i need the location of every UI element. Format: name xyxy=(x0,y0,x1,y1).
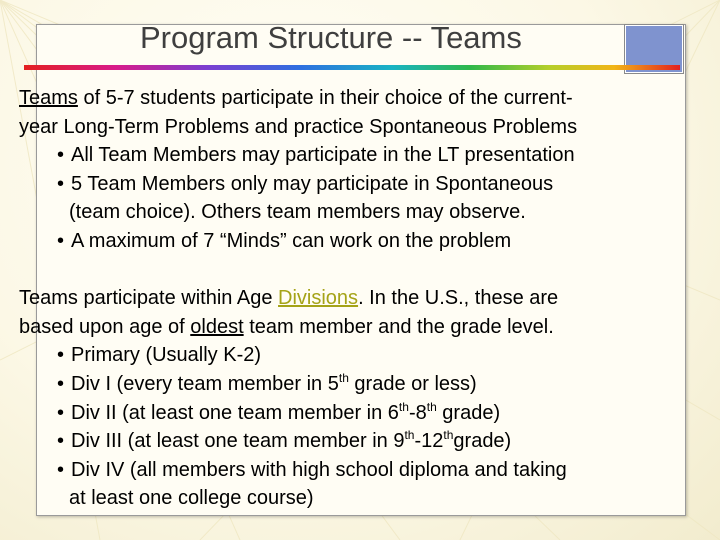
bullet-five-members: • 5 Team Members only may participate in Spontaneous xyxy=(19,170,709,199)
bullet-div-3: • Div III (at least one team member in 9th-12thgrade) xyxy=(19,427,709,456)
bullet-div-4-cont: at least one college course) xyxy=(69,487,314,510)
bullet-dot: • xyxy=(57,172,65,195)
bullet-five-members-cont: (team choice). Others team members may observe. xyxy=(69,201,526,224)
oldest-underlined: oldest xyxy=(190,315,244,338)
bullet-max-minds: • A maximum of 7 “Minds” can work on the problem xyxy=(19,227,709,256)
bullet-dot: • xyxy=(57,229,65,252)
rainbow-divider xyxy=(24,65,680,70)
bullet-dot: • xyxy=(57,144,65,167)
bullet-dot: • xyxy=(57,430,65,453)
para1-line2: year Long-Term Problems and practice Spontaneous Problems xyxy=(19,115,578,138)
bullet-dot: • xyxy=(57,372,65,395)
bullet-dot: • xyxy=(57,458,65,481)
paragraph-gap xyxy=(19,256,709,285)
para2-line1: Teams participate within Age Divisions. In the U.S., these are xyxy=(19,287,559,310)
divisions-link[interactable]: Divisions xyxy=(278,287,359,310)
bullet-div-4: • Div IV (all members with high school diploma and taking xyxy=(19,456,709,485)
para1-line1: Teams of 5-7 students participate in their choice of the current- xyxy=(19,87,573,109)
slide-title: Program Structure -- Teams xyxy=(140,20,522,55)
bullet-div-1: • Div I (every team member in 5th grade or less) xyxy=(19,370,709,399)
teams-underlined: Teams xyxy=(19,87,78,109)
bullet-all-members: • All Team Members may participate in the LT presentation xyxy=(19,141,709,170)
bullet-div-2: • Div II (at least one team member in 6th-8th grade) xyxy=(19,399,709,428)
bullet-dot: • xyxy=(57,401,65,424)
bullet-primary: • Primary (Usually K-2) xyxy=(19,341,709,370)
slide-body xyxy=(19,84,709,513)
para2-line2: based upon age of oldest team member and the grade level. xyxy=(19,315,554,338)
bullet-dot: • xyxy=(57,344,65,367)
